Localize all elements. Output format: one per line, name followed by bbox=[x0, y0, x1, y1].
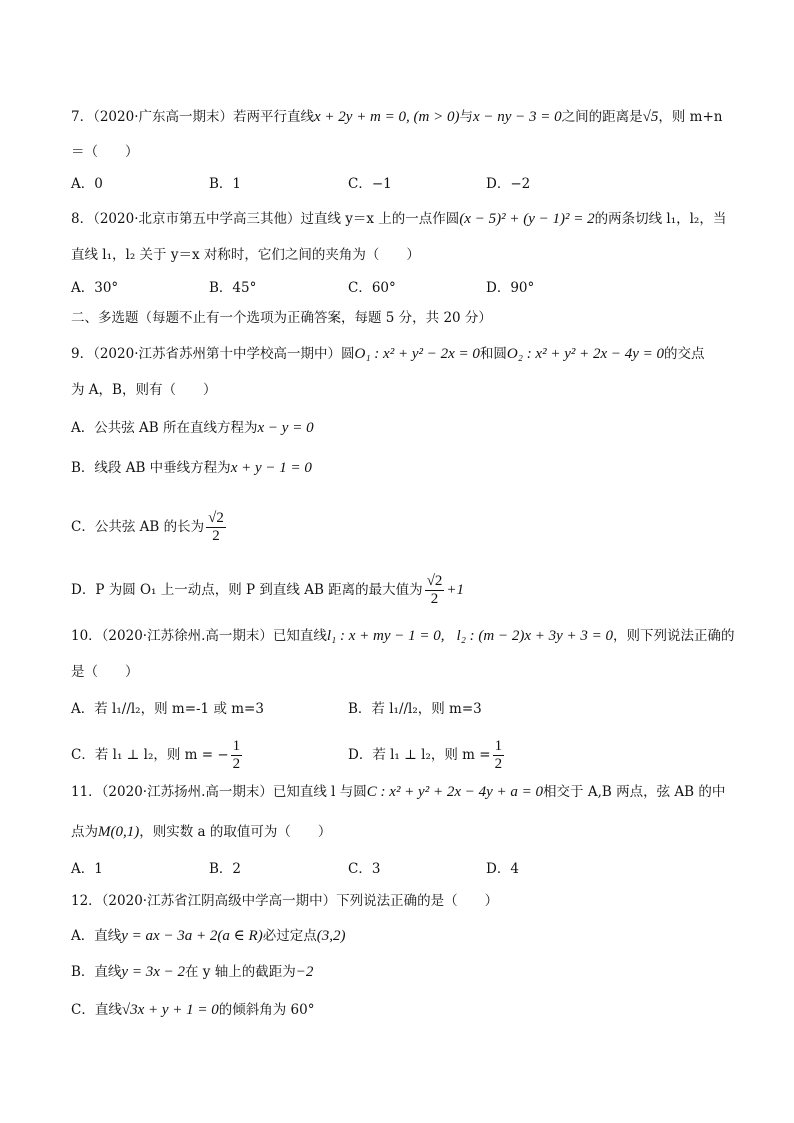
q10-option-c bbox=[71, 738, 244, 773]
q7-option-c: C．−1 bbox=[348, 176, 392, 192]
q9-option-c-text: C．公共弦 AB 的长为 bbox=[71, 519, 205, 535]
q12-option-a-text: 必过定点 bbox=[262, 928, 317, 944]
section-heading: 二、多选题（每题不止有一个选项为正确答案，每题 5 分，共 20 分） bbox=[71, 310, 492, 326]
q12-option-b bbox=[71, 962, 313, 982]
q7-text: 7．（2020·广东高一期末）若两平行直线 bbox=[71, 109, 314, 125]
q11-text: 11．（2020·江苏扬州.高一期末）已知直线 l 与圆 bbox=[71, 784, 367, 800]
q12-option-c-eq: √3x + y + 1 = 0 bbox=[121, 1002, 219, 1018]
q9-option-d-fraction bbox=[425, 573, 445, 608]
q7-text: 之间的距离是 bbox=[561, 109, 643, 125]
q12-option-a-eq2: (3,2) bbox=[316, 928, 346, 944]
q9-option-d bbox=[71, 573, 464, 608]
q10-text: ，则下列说法正确的 bbox=[613, 628, 735, 644]
q7-option-d: D．−2 bbox=[486, 176, 531, 192]
q12-option-b-text: B．直线 bbox=[71, 964, 122, 980]
q10-option-a: A．若 l₁//l₂，则 m=-1 或 m=3 bbox=[71, 701, 264, 717]
q11-line2 bbox=[71, 822, 331, 842]
q12-option-a bbox=[71, 926, 345, 946]
q12-option-a-eq: y = ax − 3a + 2(a ∈ R) bbox=[121, 928, 263, 944]
q12-option-b-text: 在 y 轴上的截距为 bbox=[184, 964, 296, 980]
q9-option-c bbox=[71, 510, 228, 545]
q7-option-a: A．0 bbox=[71, 176, 103, 192]
q9-option-b-text: B．线段 AB 中垂线方程为 bbox=[71, 460, 231, 476]
q7-eq2: x − ny − 3 = 0 bbox=[472, 109, 562, 125]
q7-line2: ＝（ ） bbox=[71, 144, 139, 160]
q9-line2: 为 A，B，则有（ ） bbox=[71, 382, 217, 398]
q9-option-c-fraction bbox=[206, 510, 226, 545]
q11-option-c: C．3 bbox=[348, 861, 381, 877]
fraction-numerator: √2 bbox=[426, 573, 443, 589]
q11-text: 相交于 A,B 两点，弦 AB 的中 bbox=[543, 784, 726, 800]
q11-text: 点为 bbox=[71, 824, 98, 840]
q8-option-b: B．45° bbox=[209, 280, 257, 296]
q8-option-a: A．30° bbox=[71, 280, 119, 296]
q12-option-c bbox=[71, 1000, 315, 1020]
q11-option-b: B．2 bbox=[209, 861, 242, 877]
q12-line1: 12．（2020·江苏省江阴高级中学高一期中）下列说法正确的是（ ） bbox=[71, 893, 499, 909]
q7-text: 与 bbox=[459, 109, 473, 125]
q8-line1 bbox=[71, 209, 726, 229]
q10-option-c-text: C．若 l₁ ⊥ l₂，则 m = − bbox=[71, 747, 229, 763]
q9-option-a-text: A．公共弦 AB 所在直线方程为 bbox=[71, 420, 258, 436]
q11-eq2: M(0,1) bbox=[98, 824, 140, 840]
q10-line2: 是（ ） bbox=[71, 664, 139, 680]
q8-text: 8．（2020·北京市第五中学高三其他）过直线 y＝x 上的一点作圆 bbox=[71, 211, 460, 227]
q9-option-b-eq: x + y − 1 = 0 bbox=[230, 460, 312, 476]
q12-option-c-text: 的倾斜角为 60° bbox=[218, 1002, 315, 1018]
q10-option-b: B．若 l₁//l₂，则 m=3 bbox=[348, 701, 482, 717]
q11-option-d: D．4 bbox=[486, 861, 519, 877]
q11-eq1: C : x² + y² + 2x − 4y + a = 0 bbox=[366, 784, 544, 800]
q8-line2: 直线 l₁，l₂ 关于 y＝x 对称时，它们之间的夹角为（ ） bbox=[71, 247, 420, 263]
q11-option-a: A．1 bbox=[71, 861, 103, 877]
q9-option-d-tail: +1 bbox=[446, 582, 465, 598]
fraction-numerator: 1 bbox=[232, 738, 241, 754]
q7-eq3: √5 bbox=[642, 109, 659, 125]
q9-text: 的交点 bbox=[664, 346, 705, 362]
fraction-denominator: 2 bbox=[430, 591, 439, 607]
q9-eq1: O₁ : x² + y² − 2x = 0 bbox=[354, 346, 480, 362]
q10-eq1: l₁ : x + my − 1 = 0, bbox=[326, 628, 445, 644]
q9-option-d-text: D．P 为圆 O₁ 上一动点，则 P 到直线 AB 距离的最大值为 bbox=[71, 582, 423, 598]
q7-line1 bbox=[71, 107, 723, 127]
q11-line1 bbox=[71, 782, 725, 802]
q8-text: 的两条切线 l₁，l₂，当 bbox=[594, 211, 727, 227]
q9-option-a bbox=[71, 418, 314, 438]
q9-text: 和圆 bbox=[479, 346, 507, 362]
fraction-denominator: 2 bbox=[232, 756, 241, 772]
q10-option-c-fraction bbox=[231, 738, 243, 773]
q7-option-b: B．1 bbox=[209, 176, 242, 192]
q12-option-b-eq2: −2 bbox=[295, 964, 314, 980]
q8-eq1: (x − 5)² + (y − 1)² = 2 bbox=[459, 211, 595, 227]
q12-option-a-text: A．直线 bbox=[71, 928, 122, 944]
q9-eq2: O₂ : x² + y² + 2x − 4y = 0 bbox=[506, 346, 665, 362]
fraction-numerator: 1 bbox=[494, 738, 503, 754]
q7-text: ，则 m+n bbox=[658, 109, 723, 125]
q9-line1 bbox=[71, 344, 705, 364]
fraction-denominator: 2 bbox=[494, 756, 503, 772]
fraction-denominator: 2 bbox=[212, 528, 220, 544]
q10-option-d-fraction bbox=[493, 738, 505, 773]
q10-text: 10．（2020·江苏徐州.高一期末）已知直线 bbox=[71, 628, 327, 644]
q11-text: ，则实数 a 的取值可为（ ） bbox=[139, 824, 332, 840]
q8-option-d: D．90° bbox=[486, 280, 535, 296]
q12-option-c-text: C．直线 bbox=[71, 1002, 122, 1018]
q10-option-d-text: D．若 l₁ ⊥ l₂，则 m = bbox=[348, 747, 491, 763]
q9-text: 9．（2020·江苏省苏州第十中学校高一期中）圆 bbox=[71, 346, 355, 362]
q12-option-b-eq: y = 3x − 2 bbox=[121, 964, 185, 980]
q10-line1 bbox=[71, 626, 735, 646]
q8-option-c: C．60° bbox=[348, 280, 396, 296]
q7-eq1: x + 2y + m = 0, (m > 0) bbox=[314, 109, 460, 125]
q9-option-b bbox=[71, 458, 312, 478]
fraction-numerator: √2 bbox=[208, 510, 224, 526]
q10-option-d bbox=[348, 738, 506, 773]
q9-option-a-eq: x − y = 0 bbox=[257, 420, 314, 436]
q10-eq2: l₂ : (m − 2)x + 3y + 3 = 0 bbox=[456, 628, 614, 644]
